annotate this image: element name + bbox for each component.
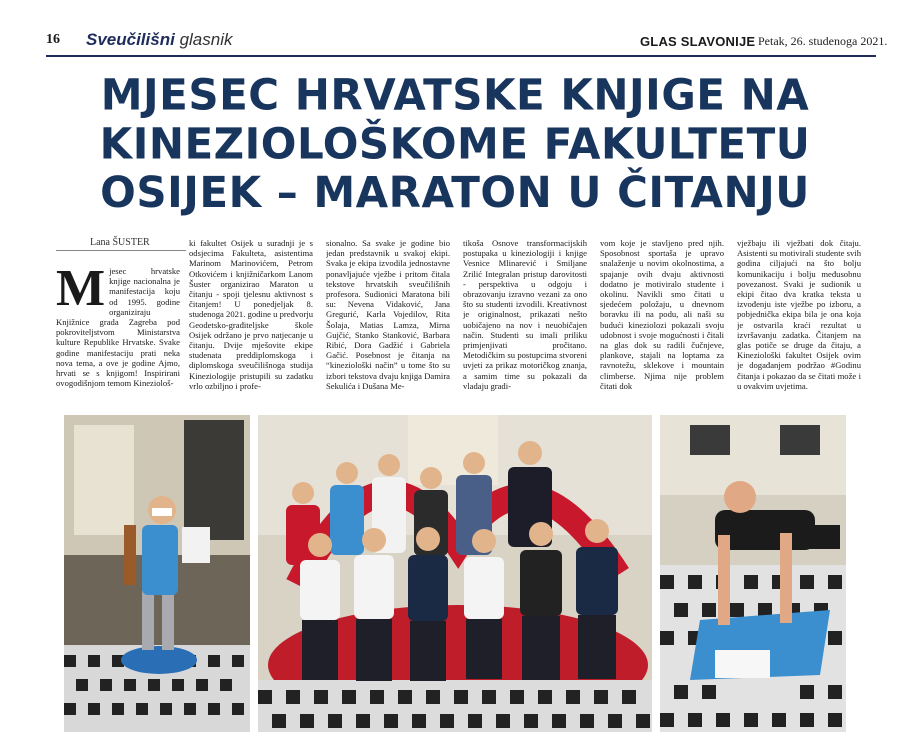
brand-bold: Sveučilišni [86, 30, 175, 49]
column-text: sionalno. Sa svake je godine bio jedan predstavnik u svakoj ekipi. Svaka je ekipa izvodila jednostavne ponavljajuće vježbe i pritom čitala tekstove hrvatskih sveučilišnih profesora. Sudionici Maratona bili su: Nevena Vidaković, Jana Gregurić, Karla Vojedilov, Rita Šolaja, Matias Lamza, Mirna Gujčić, Stanko Stanković, Barbara Ribić, Dora Gadžić i Gabriela Gačić. Posebnost je čitanja na “kineziološki način” u tome što su izbori tekstova dvaju knjiga Damira Sekulića i Dušana Me- [326, 238, 450, 391]
photo-group [258, 415, 652, 732]
issue-date: Petak, 26. studenoga 2021. [758, 34, 888, 48]
header-rule [46, 55, 876, 57]
page-header [0, 0, 907, 58]
article-headline [30, 71, 880, 218]
photo-balance-reading [64, 415, 250, 732]
article-body [56, 238, 861, 408]
headline-line-3: OSIJEK – MARATON U ČITANJU [100, 167, 810, 218]
photo-pushup-reading [660, 415, 846, 732]
column-text: vom koje je stavljeno pred njih. Sposobnost sportaša je upravo snalaženje u novim okolnostima, a spajanje ovih dvaju aktivnosti dodatno je motiviralo studente i okolinu. Navikli smo čitati u sjedećem položaju, u dnevnom boravku ili na podu, ali naši su budući kineziolozi pokazali svoju udobnost i svoje mogućnosti i čitali na glas dok su radili čučnjeve, plankove, stajali na loptama za ravnotežu, sklekove i mountain climberse. Njima nije problem čitati dok [600, 238, 724, 391]
headline-line-2: KINEZIOLOŠKOME FAKULTETU [99, 118, 811, 169]
article-column-4 [463, 238, 587, 413]
article-column-2 [189, 238, 313, 413]
page-number: 16 [46, 32, 60, 47]
drop-cap: M [56, 266, 106, 317]
article-column-3 [326, 238, 450, 413]
brand-light: glasnik [179, 30, 233, 49]
article-column-6 [737, 238, 861, 413]
article-column-5 [600, 238, 724, 413]
column-text: ki fakultet Osijek u suradnji je s odsjecima Fakulteta, asistentima Marinom Marinovićem, Petrom Otkovićem i knjižničarkom Lanom Šuster organizirao Maraton u čitanju - spoji tjelesnu aktivnost s čitanjem! U ponedjeljak 8. studenoga 2021. godine u predvorju Geodetsko-građiteljske škole Osijek održano je prvo natjecanje u čitanju. Dvije mješovite ekipe studenata preddiplomskoga i diplomskoga sveučilišnoga studija Kineziologije pristupili su zadatku vrlo ozbiljno i profe- [189, 238, 313, 391]
author-byline: Lana ŠUSTER [90, 237, 150, 248]
newspaper-name: GLAS SLAVONIJE [640, 34, 756, 49]
headline-line-1: MJESEC HRVATSKE KNJIGE NA [100, 69, 810, 120]
column-text: vježbaju ili vježbati dok čitaju. Asistenti su motivirali studente svih godina ciljajući na što bolju komunikaciju i bolju međusobnu povezanost. Svaki je sudionik u ekipi čitao dva kratka teksta u izvođenju iste vježbe po izboru, a pobjednička ekipa bila je ona koja je ostvarila kraći rezultat u izvršavanju zadatka. Čitanjem na glas potiče se druge da čitaju, a Kineziološki fakultet Osijek ovim je događanjem podržao #Godinu čitanja i pokazao da se čitati može i u ovakvim uvjetima. [737, 238, 861, 391]
column-text: tikoša Osnove transformacijskih postupaka u kineziologiji i knjige Vesnice Mlinarević i Smiljane Zrilić Integralan pristup darovitosti - perspektiva u odgoju i obrazovanju izravno vezani za ono što su studenti izvodili. Kreativnost je originalnost, prikazati nešto uobičajeno na nov i neuobičajen način. Studenti su imali priliku primjenjivati pročitano. Metodičkim su postupcima stvoreni uvjeti za prikaz motoričkog znanja, a samim time su pokazali da vladaju gradi- [463, 238, 587, 391]
section-brand [86, 30, 232, 50]
column-text: jesec hrvatske knjige nacionalna je manifestacija koju od 1995. godine organiziraju Knjižnice grada Zagreba pod pokroviteljstvom Ministarstva kulture Republike Hrvatske. Svake godine manifestaciju prati neka nova tema, a ove je godine Ajmo, hrvati se s knjigom! Inspirirani ovogodišnjom temom Kineziološ- [56, 266, 180, 389]
